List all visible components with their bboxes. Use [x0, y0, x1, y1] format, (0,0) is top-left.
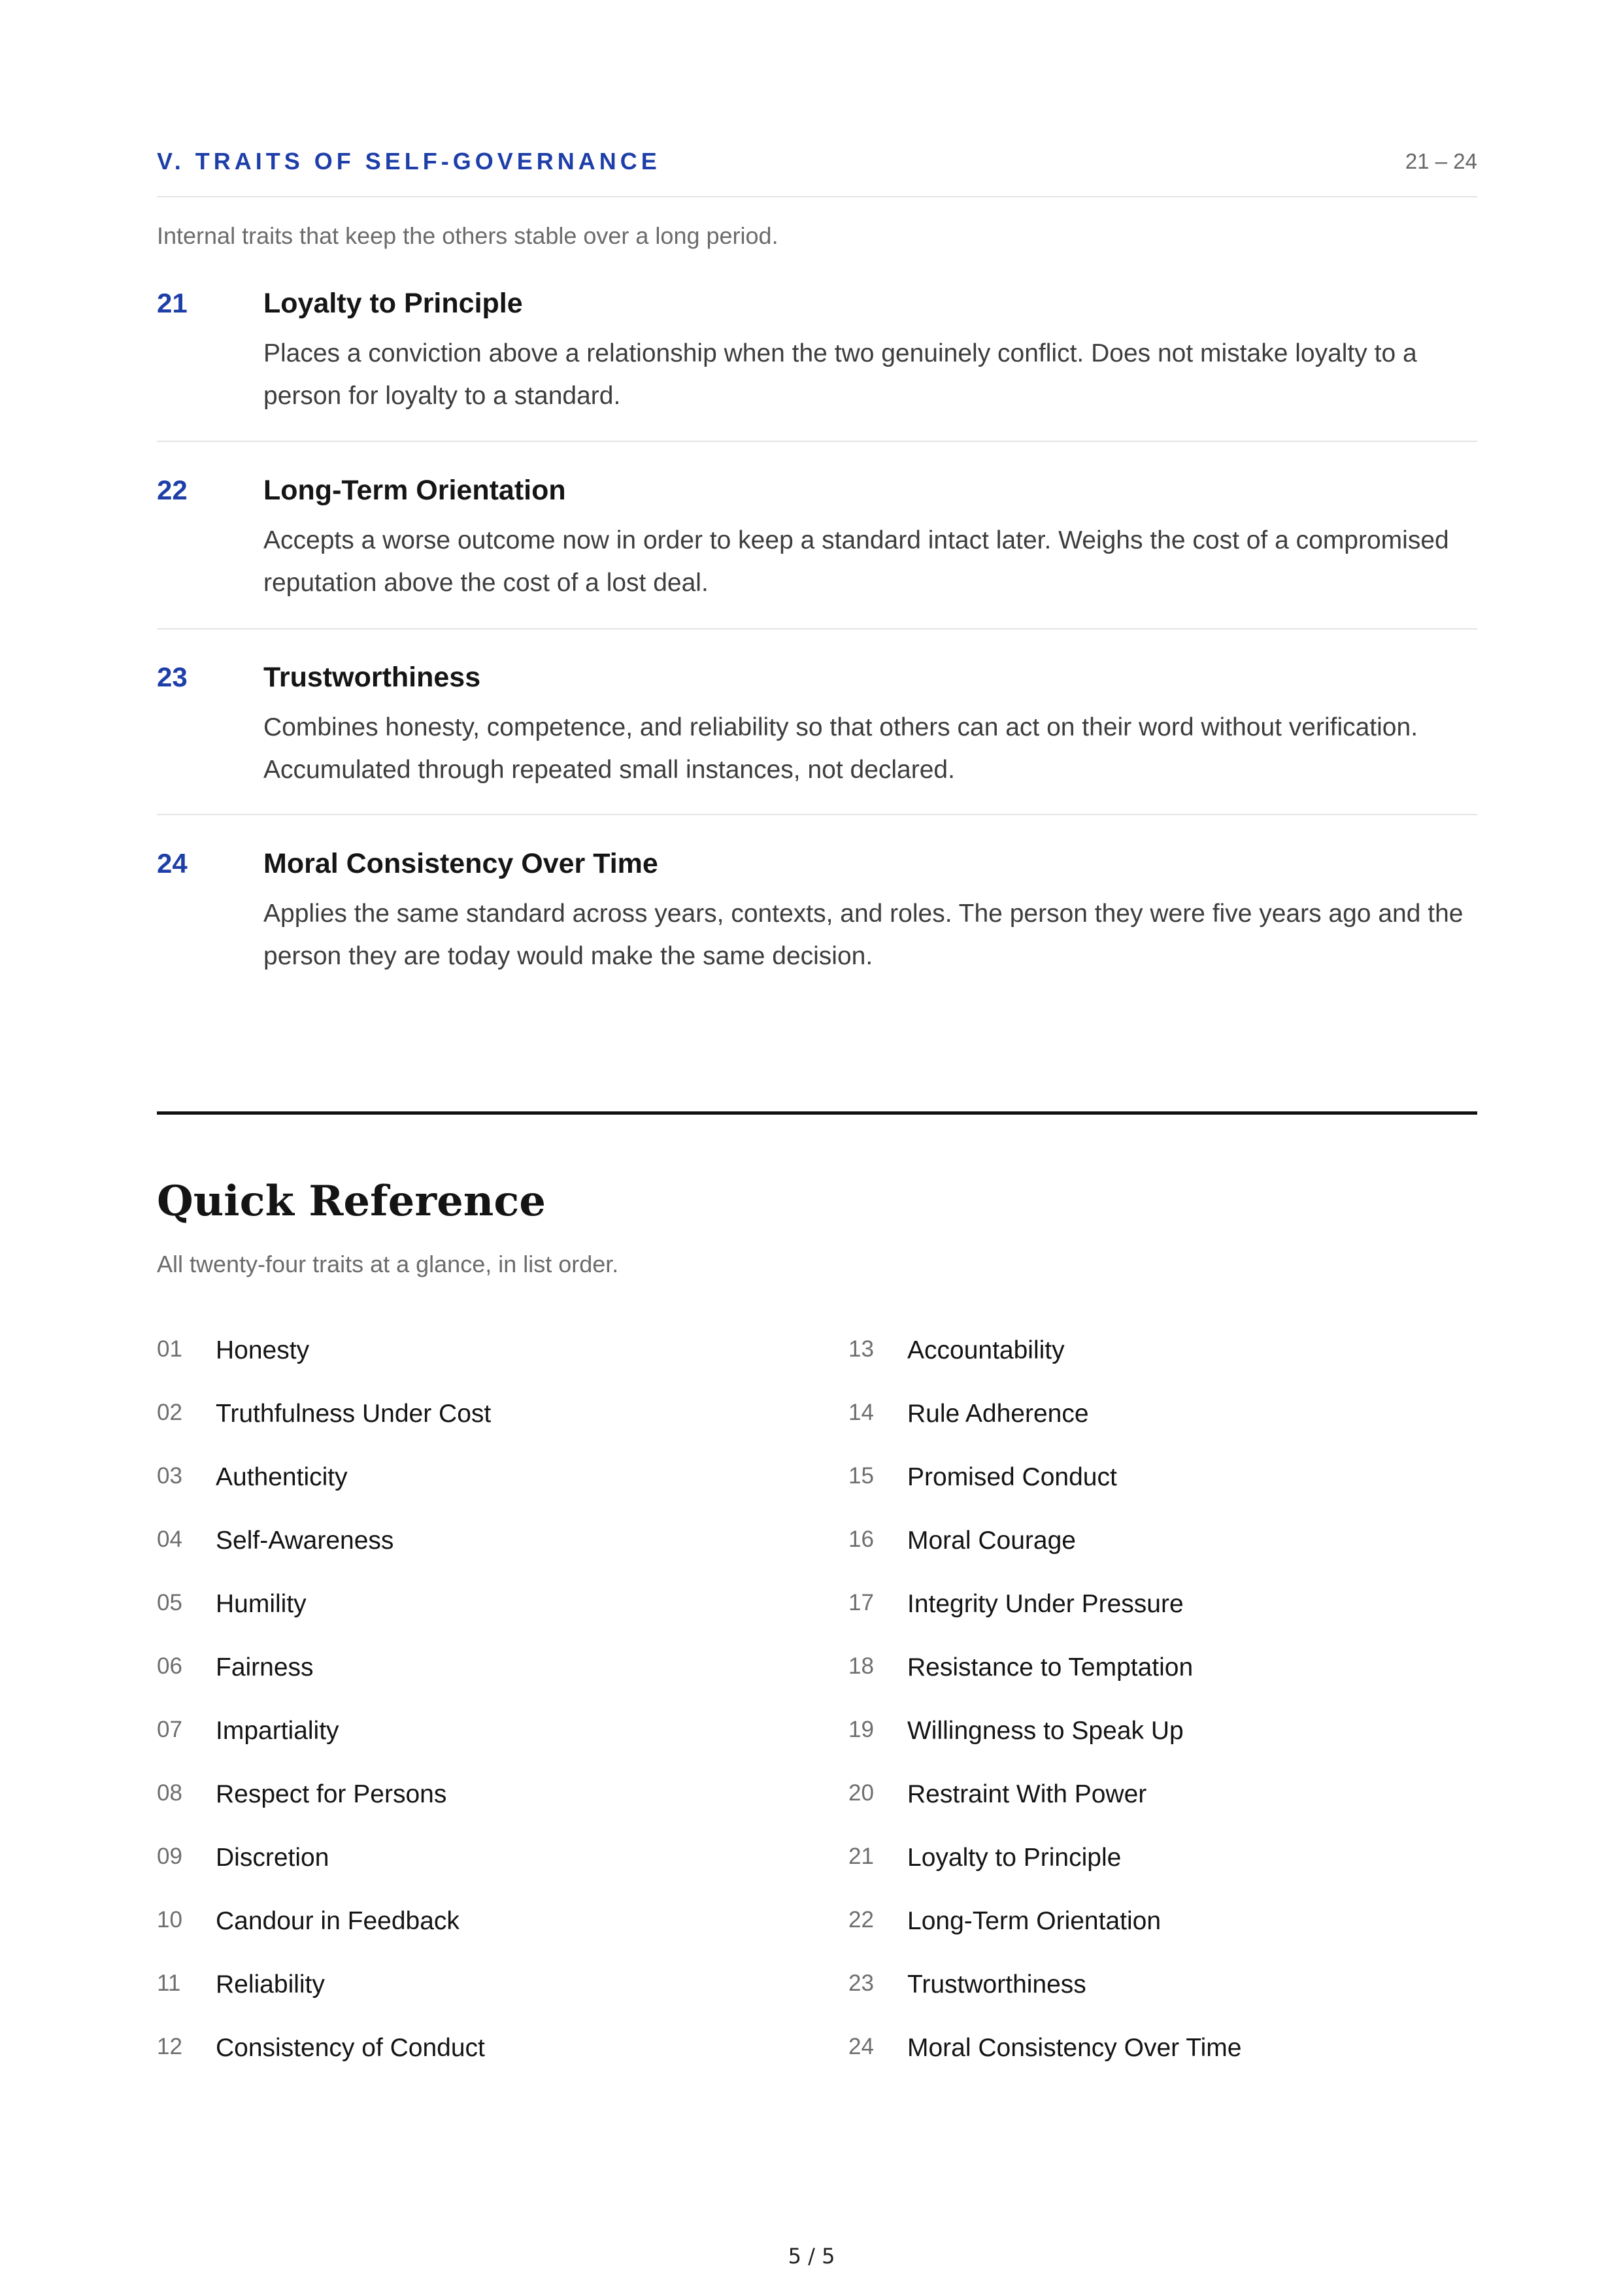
section-subtitle: Internal traits that keep the others stable over a long period.: [157, 222, 778, 249]
entry-divider: [157, 814, 1477, 815]
quick-reference-subtitle: All twenty-four traits at a glance, in list order.: [157, 1251, 619, 1277]
section-range: 21 – 24: [1405, 149, 1477, 173]
quick-reference-item: [848, 1970, 1489, 2034]
item-name: Self-Awareness: [216, 1527, 394, 1555]
item-number: 18: [848, 1653, 874, 1679]
item-number: 24: [848, 2034, 874, 2059]
quick-reference-item: [848, 1780, 1489, 1844]
quick-reference-item: [848, 1463, 1489, 1527]
quick-reference-item: [157, 1400, 797, 1463]
trait-number: 22: [157, 475, 188, 505]
item-name: Consistency of Conduct: [216, 2034, 485, 2062]
item-name: Resistance to Temptation: [907, 1653, 1194, 1681]
section-divider: [157, 196, 1477, 197]
quick-reference-item: [157, 1907, 797, 1970]
item-name: Fairness: [216, 1653, 314, 1681]
item-name: Integrity Under Pressure: [907, 1590, 1184, 1618]
item-name: Moral Courage: [907, 1527, 1076, 1555]
item-number: 12: [157, 2034, 182, 2059]
item-number: 19: [848, 1717, 874, 1742]
item-number: 08: [157, 1780, 182, 1806]
trait-title: Trustworthiness: [263, 662, 481, 693]
item-name: Truthfulness Under Cost: [216, 1400, 492, 1428]
quick-reference-item: [157, 1970, 797, 2034]
item-number: 01: [157, 1336, 182, 1362]
entry-divider: [157, 628, 1477, 630]
item-name: Reliability: [216, 1970, 325, 1999]
quick-reference-title: Quick Reference: [157, 1177, 546, 1226]
item-number: 16: [848, 1527, 874, 1552]
page-indicator: 5 / 5: [788, 2244, 835, 2269]
trait-number: 21: [157, 288, 188, 318]
item-name: Discretion: [216, 1844, 329, 1872]
quick-reference-item: [848, 1527, 1489, 1590]
trait-description: Places a conviction above a relationship when the two genuinely conflict. Does not mistake loyalty to a person for loyalty to a standard.: [263, 339, 1417, 410]
item-number: 02: [157, 1400, 182, 1425]
quick-reference-item: [157, 1590, 797, 1653]
quick-reference-item: [157, 1527, 797, 1590]
item-number: 11: [157, 1970, 181, 1996]
item-number: 17: [848, 1590, 874, 1615]
item-number: 21: [848, 1844, 874, 1869]
trait-description: Accepts a worse outcome now in order to keep a standard intact later. Weighs the cost of a compromised reputation above the cost of a lost deal.: [263, 526, 1449, 597]
item-number: 10: [157, 1907, 182, 1933]
quick-reference-item: [848, 2034, 1489, 2097]
item-name: Rule Adherence: [907, 1400, 1089, 1428]
item-name: Candour in Feedback: [216, 1907, 460, 1935]
item-number: 04: [157, 1527, 182, 1552]
quick-reference-item: [848, 1844, 1489, 1907]
item-name: Impartiality: [216, 1717, 339, 1745]
item-number: 20: [848, 1780, 874, 1806]
quick-reference-item: [848, 1336, 1489, 1400]
item-number: 22: [848, 1907, 874, 1933]
trait-number: 23: [157, 662, 188, 692]
quick-reference-item: [848, 1653, 1489, 1717]
trait-description: Applies the same standard across years, contexts, and roles. The person they were five years ago and the person they are today would make the same decision.: [263, 900, 1464, 970]
quick-reference-item: [848, 1907, 1489, 1970]
item-number: 03: [157, 1463, 182, 1489]
quick-reference-right-column: [848, 1336, 1489, 2097]
item-name: Accountability: [907, 1336, 1065, 1364]
quick-reference-item: [157, 1717, 797, 1780]
quick-reference-item: [848, 1717, 1489, 1780]
quick-reference-item: [848, 1590, 1489, 1653]
trait-description: Combines honesty, competence, and reliability so that others can act on their word without verification. Accumulated through repeated small instances, not declared.: [263, 713, 1418, 784]
item-name: Trustworthiness: [907, 1970, 1086, 1999]
item-name: Respect for Persons: [216, 1780, 447, 1808]
item-number: 15: [848, 1463, 874, 1489]
item-number: 06: [157, 1653, 182, 1679]
quick-reference-left-column: [157, 1336, 797, 2097]
item-number: 09: [157, 1844, 182, 1869]
section-title: V. TRAITS OF SELF-GOVERNANCE: [157, 148, 661, 175]
item-number: 23: [848, 1970, 874, 1996]
item-number: 07: [157, 1717, 182, 1742]
item-name: Moral Consistency Over Time: [907, 2034, 1242, 2062]
quick-reference-item: [157, 2034, 797, 2097]
document-page: [157, 0, 1477, 2296]
trait-title: Long-Term Orientation: [263, 475, 566, 506]
quick-reference-item: [157, 1463, 797, 1527]
item-number: 13: [848, 1336, 874, 1362]
trait-title: Moral Consistency Over Time: [263, 848, 658, 879]
trait-number: 24: [157, 848, 188, 879]
item-name: Promised Conduct: [907, 1463, 1117, 1491]
item-name: Willingness to Speak Up: [907, 1717, 1184, 1745]
quick-reference-item: [157, 1780, 797, 1844]
trait-title: Loyalty to Principle: [263, 288, 523, 319]
quick-reference-divider: [157, 1111, 1477, 1115]
item-name: Authenticity: [216, 1463, 348, 1491]
item-name: Long-Term Orientation: [907, 1907, 1162, 1935]
item-number: 14: [848, 1400, 874, 1425]
item-name: Loyalty to Principle: [907, 1844, 1122, 1872]
item-name: Restraint With Power: [907, 1780, 1147, 1808]
entry-divider: [157, 441, 1477, 442]
quick-reference-item: [157, 1336, 797, 1400]
quick-reference-item: [848, 1400, 1489, 1463]
section-header: [157, 144, 1477, 180]
quick-reference-item: [157, 1653, 797, 1717]
item-name: Honesty: [216, 1336, 310, 1364]
quick-reference-item: [157, 1844, 797, 1907]
item-name: Humility: [216, 1590, 307, 1618]
item-number: 05: [157, 1590, 182, 1615]
